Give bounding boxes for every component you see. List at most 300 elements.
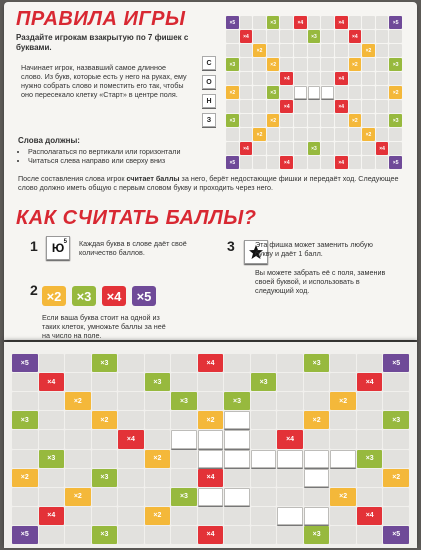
board-cell (376, 72, 389, 85)
board-cell (65, 507, 91, 525)
board-cell (145, 411, 171, 429)
board-cell (349, 16, 362, 29)
board-cell: ×2 (267, 58, 280, 71)
letter-tile: Т (304, 450, 330, 468)
board-cell (145, 430, 171, 448)
board-cell (198, 392, 224, 410)
letter-tile: А (330, 450, 356, 468)
board-cell (389, 72, 402, 85)
step-3-text-b: Вы можете забрать её с поля, заменив своей буквой, и использовать в следующий ход. (255, 268, 386, 295)
letter-tile: А (304, 507, 330, 525)
board-cell (304, 373, 330, 391)
board-cell (376, 128, 389, 141)
board-cell: ×3 (267, 16, 280, 29)
board-cell (39, 488, 65, 506)
board-cell (321, 114, 334, 127)
board-cell (362, 30, 375, 43)
board-cell: ×5 (226, 156, 239, 169)
board-cell (349, 86, 362, 99)
board-cell: ×4 (240, 30, 253, 43)
board-cell (224, 469, 250, 487)
board-cell (12, 430, 38, 448)
board-cell (294, 100, 307, 113)
board-cell: ×3 (145, 373, 171, 391)
board-cell (39, 354, 65, 372)
board-cell (171, 373, 197, 391)
board-cell (304, 430, 330, 448)
side-tile: С (202, 56, 216, 70)
board-cell (362, 114, 375, 127)
board-cell (145, 488, 171, 506)
board-cell: ×4 (357, 373, 383, 391)
board-cell (389, 44, 402, 57)
board-cell: ×3 (267, 86, 280, 99)
board-cell (251, 488, 277, 506)
board-cell: ×2 (304, 411, 330, 429)
board-cell: ×2 (253, 128, 266, 141)
board-cell (362, 58, 375, 71)
board-cell (171, 469, 197, 487)
board-cell: ×3 (171, 488, 197, 506)
board-cell (251, 507, 277, 525)
board-cell (321, 100, 334, 113)
board-cell (267, 72, 280, 85)
board-cell (171, 450, 197, 468)
board-cell (253, 114, 266, 127)
board-cell (321, 16, 334, 29)
board-cell: ×5 (12, 354, 38, 372)
rules-title: ПРАВИЛА ИГРЫ (16, 8, 186, 30)
board-cell (304, 488, 330, 506)
board-cell: ×3 (383, 411, 409, 429)
board-cell: ×3 (308, 142, 321, 155)
board-cell (118, 507, 144, 525)
board-cell (12, 392, 38, 410)
board-cell: ×3 (92, 354, 118, 372)
board-cell: ×4 (335, 100, 348, 113)
board-cell (280, 16, 293, 29)
board-cell (253, 86, 266, 99)
scoring-title: КАК СЧИТАТЬ БАЛЛЫ? (16, 207, 257, 229)
board-cell (376, 58, 389, 71)
words-item: • Располагаться по вертикали или горизонтали (28, 147, 328, 156)
board-cell: ×4 (198, 469, 224, 487)
board-cell (240, 128, 253, 141)
board-cell (224, 526, 250, 544)
board-cell: ×3 (226, 58, 239, 71)
board-cell: ×2 (145, 450, 171, 468)
board-cell: ×3 (357, 450, 383, 468)
board-cell (145, 354, 171, 372)
board-cell: ×3 (39, 450, 65, 468)
board-cell (357, 488, 383, 506)
board-cell (362, 156, 375, 169)
board-cell: ×2 (145, 507, 171, 525)
board-cell (335, 58, 348, 71)
board-cell (253, 58, 266, 71)
board-cell (330, 411, 356, 429)
board-cell (198, 507, 224, 525)
board-cell (294, 128, 307, 141)
board-cell (145, 526, 171, 544)
board-cell (308, 128, 321, 141)
multiplier-x5: ×5 (132, 286, 156, 306)
board-cell: ×2 (253, 44, 266, 57)
board-cell (251, 430, 277, 448)
board-cell: ×3 (224, 392, 250, 410)
board-cell (321, 128, 334, 141)
board-cell: ×2 (349, 114, 362, 127)
board-cell: ×2 (330, 392, 356, 410)
multiplier-x4: ×4 (102, 286, 126, 306)
board-cell (240, 86, 253, 99)
board-cell (321, 58, 334, 71)
board-cell (118, 526, 144, 544)
board-cell (349, 72, 362, 85)
step-3-text-a: Эта фишка может заменить любую букву и даёт 1 балл. (255, 240, 373, 258)
step-2-number: 2 (30, 282, 38, 298)
board-cell (321, 44, 334, 57)
step-2-text: Если ваша буква стоит на одной из таких клеток, умножьте баллы за неё на число на поле. (42, 313, 166, 340)
board-cell (335, 128, 348, 141)
board-cell (277, 373, 303, 391)
letter-tile: А (224, 450, 250, 468)
board-cell (330, 507, 356, 525)
board-cell (224, 507, 250, 525)
board-cell (362, 142, 375, 155)
board-cell (171, 354, 197, 372)
board-cell (226, 128, 239, 141)
board-cell: ×3 (308, 30, 321, 43)
board-cell (240, 114, 253, 127)
board-cell: ×4 (335, 16, 348, 29)
board-cell: ×2 (267, 114, 280, 127)
board-cell: ×3 (304, 526, 330, 544)
words-item: • Читаться слева направо или сверху вниз (28, 156, 328, 165)
board-cell (240, 100, 253, 113)
board-cell (389, 30, 402, 43)
board-cell (330, 526, 356, 544)
board-cell (280, 86, 293, 99)
board-cell (357, 430, 383, 448)
board-cell: ×2 (65, 488, 91, 506)
game-board (12, 354, 409, 544)
board-cell (253, 30, 266, 43)
board-cell: ×4 (240, 142, 253, 155)
board-cell (226, 100, 239, 113)
board-cell (171, 411, 197, 429)
board-cell (383, 430, 409, 448)
board-cell (118, 411, 144, 429)
board-cell (335, 114, 348, 127)
board-cell (294, 44, 307, 57)
board-cell (280, 114, 293, 127)
board-cell (118, 392, 144, 410)
board-cell: ×4 (335, 72, 348, 85)
board-cell (376, 44, 389, 57)
board-cell: ×5 (389, 16, 402, 29)
board-cell: ×4 (198, 526, 224, 544)
board-cell (39, 411, 65, 429)
board-cell (357, 469, 383, 487)
side-tile: З (202, 113, 216, 127)
multiplier-x2: ×2 (42, 286, 66, 306)
board-cell (65, 526, 91, 544)
board-cell (294, 72, 307, 85)
board-cell (277, 469, 303, 487)
board-cell (267, 44, 280, 57)
board-cell (118, 469, 144, 487)
board-cell (118, 373, 144, 391)
board-cell (198, 373, 224, 391)
board-cell (357, 354, 383, 372)
board-cell (92, 488, 118, 506)
board-cell: ×4 (376, 142, 389, 155)
board-cell (240, 44, 253, 57)
board-cell (145, 392, 171, 410)
letter-tile: О (224, 488, 250, 506)
board-cell: ×4 (280, 72, 293, 85)
board-cell (65, 450, 91, 468)
board-cell (277, 354, 303, 372)
board-cell: ×4 (280, 156, 293, 169)
board-cell (226, 30, 239, 43)
board-cell (308, 16, 321, 29)
letter-tile: Е (277, 450, 303, 468)
board-cell (39, 526, 65, 544)
board-cell (376, 114, 389, 127)
board-cell (226, 72, 239, 85)
board-cell (118, 354, 144, 372)
board-cell (267, 128, 280, 141)
side-tile: Н (202, 94, 216, 108)
board-cell (65, 373, 91, 391)
board-cell: ×4 (357, 507, 383, 525)
board-cell (145, 469, 171, 487)
board-cell (376, 30, 389, 43)
board-cell: ×4 (294, 16, 307, 29)
board-cell (92, 430, 118, 448)
board-cell (240, 72, 253, 85)
board-cell (321, 72, 334, 85)
board-cell (294, 58, 307, 71)
board-cell (362, 86, 375, 99)
board-cell (118, 450, 144, 468)
letter-tile: С (277, 507, 303, 525)
board-cell: ×3 (304, 354, 330, 372)
board-cell (376, 16, 389, 29)
board-cell (65, 411, 91, 429)
board-cell: ×4 (39, 507, 65, 525)
letter-tile-yu: Ю $^5$ (46, 236, 70, 260)
board-cell: ×2 (12, 469, 38, 487)
board-cell (357, 392, 383, 410)
board-cell (349, 128, 362, 141)
board-cell: ×4 (335, 156, 348, 169)
board-cell: ×2 (198, 411, 224, 429)
board-cell (357, 411, 383, 429)
board-cell (389, 100, 402, 113)
board-cell (253, 72, 266, 85)
board-cell (267, 100, 280, 113)
letter-tile: Р (251, 450, 277, 468)
board-cell (335, 86, 348, 99)
board-cell (277, 411, 303, 429)
step-3-number: 3 (227, 238, 235, 254)
board-cell (308, 114, 321, 127)
side-tile: О (202, 75, 216, 89)
board-cell (308, 100, 321, 113)
board-cell (226, 44, 239, 57)
rules-sheet (4, 2, 417, 340)
board-cell (383, 488, 409, 506)
board-cell: ×4 (118, 430, 144, 448)
multiplier-x3: ×3 (72, 286, 96, 306)
board-cell: ×2 (349, 58, 362, 71)
board-cell (335, 44, 348, 57)
board-cell (280, 44, 293, 57)
letter-tile: К (171, 430, 197, 448)
board-cell (330, 469, 356, 487)
board-cell: ×3 (389, 58, 402, 71)
board-cell (253, 16, 266, 29)
board-cell (280, 58, 293, 71)
board-cell (251, 526, 277, 544)
board-cell: ×4 (280, 100, 293, 113)
board-cell (251, 469, 277, 487)
board-cell (308, 44, 321, 57)
letter-tile: О (198, 430, 224, 448)
board-cell (39, 430, 65, 448)
board-cell: ×3 (389, 114, 402, 127)
board-cell (330, 430, 356, 448)
board-cell (389, 142, 402, 155)
board-cell: ×2 (92, 411, 118, 429)
rules-after: После составления слова игрок считает баллы за него, берёт недостающие фишки и передаёт ход. Следующее слово должно иметь общую с первым словом букву и проходить через него. (18, 174, 399, 192)
board-cell (277, 526, 303, 544)
board-cell: ×2 (330, 488, 356, 506)
board-cell: ×3 (251, 373, 277, 391)
board-cell (224, 354, 250, 372)
board-cell: ×4 (277, 430, 303, 448)
board-cell: ×2 (389, 86, 402, 99)
board-cell (280, 30, 293, 43)
board-cell (349, 44, 362, 57)
step-1-number: 1 (30, 238, 38, 254)
board-cell: ×4 (349, 30, 362, 43)
board-cell (12, 507, 38, 525)
board-cell: ×5 (389, 156, 402, 169)
board-cell (39, 469, 65, 487)
letter-tile: Т (224, 430, 250, 448)
board-cell: ×2 (226, 86, 239, 99)
board-cell (171, 507, 197, 525)
board-cell: ×2 (362, 44, 375, 57)
board-cell (308, 58, 321, 71)
board-cell (253, 100, 266, 113)
board-cell (383, 373, 409, 391)
board-cell (330, 373, 356, 391)
rules-start: Начинает игрок, назвавший самое длинное слово. Из букв, которые есть у него на руках, ему нужно собрать слово и поместить его так, чтобы оно пересекало клетку «Старт» в центре поля. (21, 63, 187, 99)
step-1-text: Каждая буква в слове даёт своё количество баллов. (79, 239, 187, 257)
board-cell (389, 128, 402, 141)
board-cell (280, 128, 293, 141)
board-cell: ×5 (12, 526, 38, 544)
board-cell: ×5 (226, 16, 239, 29)
board-cell (357, 526, 383, 544)
board-cell: ×2 (362, 128, 375, 141)
words-list (18, 147, 328, 165)
board-cell (277, 488, 303, 506)
board-cell (240, 16, 253, 29)
board-cell (224, 373, 250, 391)
letter-tile: Л (198, 488, 224, 506)
board-cell (349, 142, 362, 155)
board-cell: ×3 (171, 392, 197, 410)
letter-tile: О (308, 86, 321, 99)
board-cell (65, 469, 91, 487)
board-cell (267, 30, 280, 43)
board-cell (12, 450, 38, 468)
board-cell (12, 488, 38, 506)
board-cell (362, 16, 375, 29)
board-cell (376, 156, 389, 169)
board-cell (92, 450, 118, 468)
board-cell (39, 392, 65, 410)
board-cell: ×5 (383, 354, 409, 372)
board-cell: ×2 (65, 392, 91, 410)
board-cell (118, 488, 144, 506)
board-cell (277, 392, 303, 410)
board-cell (383, 507, 409, 525)
board-cell: ×2 (383, 469, 409, 487)
board-cell: ×3 (12, 411, 38, 429)
words-title: Слова должны: (18, 136, 80, 145)
board-cell (92, 373, 118, 391)
board-cell (308, 72, 321, 85)
board-cell (251, 411, 277, 429)
board-cell: ×3 (226, 114, 239, 127)
letter-tile: К (294, 86, 307, 99)
board-cell (65, 354, 91, 372)
board-cell: ×4 (198, 354, 224, 372)
board-cell (349, 100, 362, 113)
board-cell: ×3 (92, 526, 118, 544)
board-cell (294, 114, 307, 127)
board-cell (383, 392, 409, 410)
board-cell (65, 430, 91, 448)
board-cell: ×3 (92, 469, 118, 487)
board-cell (335, 30, 348, 43)
board-cell (349, 156, 362, 169)
board-cell (294, 30, 307, 43)
board-cell (335, 142, 348, 155)
board-cell (240, 58, 253, 71)
letter-tile: А (304, 469, 330, 487)
letter-tile: Т (321, 86, 334, 99)
game-board-page (4, 342, 417, 548)
board-cell (330, 354, 356, 372)
board-cell (12, 373, 38, 391)
letter-tile: Т (224, 411, 250, 429)
rules-intro: Раздайте игрокам взакрытую по 7 фишек с буквами. (16, 33, 189, 52)
letter-tile: К (198, 450, 224, 468)
board-cell (376, 100, 389, 113)
board-cell: ×4 (39, 373, 65, 391)
board-cell (321, 30, 334, 43)
board-cell (362, 72, 375, 85)
board-cell (362, 100, 375, 113)
